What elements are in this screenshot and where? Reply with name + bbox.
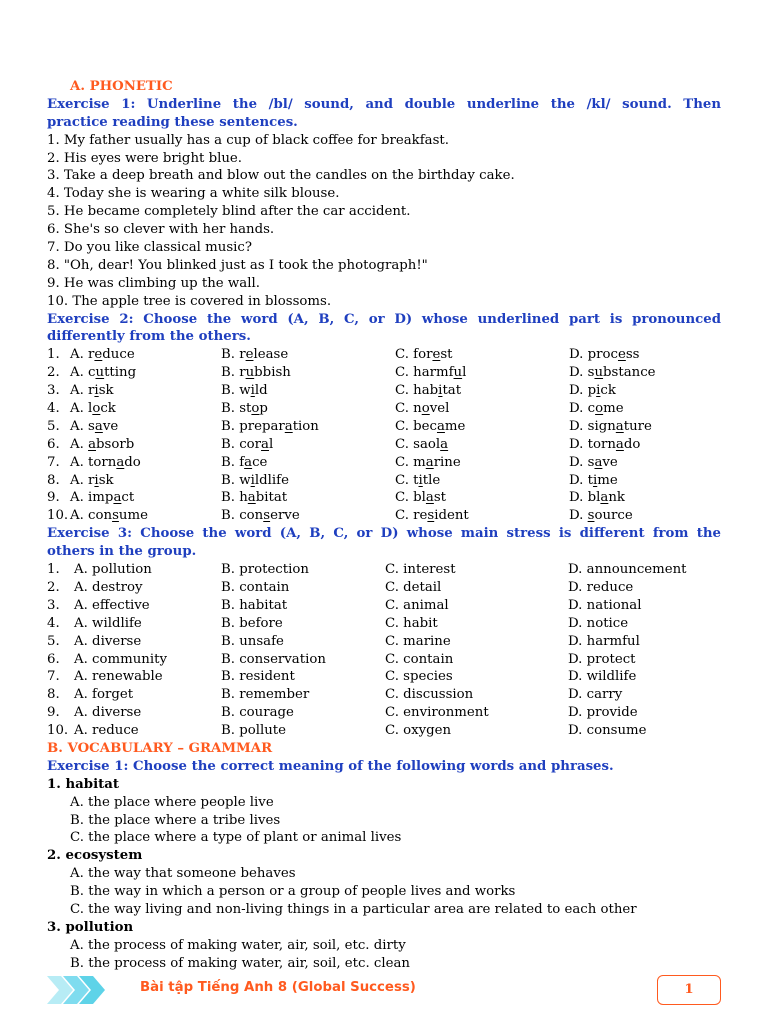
row-number: 2. — [47, 365, 60, 381]
option-d: D. come — [569, 401, 624, 417]
option-c: C. harmful — [395, 365, 467, 381]
underlined-letter: u — [95, 365, 105, 381]
underlined-letter: e — [94, 347, 103, 363]
exercise-2-row — [47, 382, 721, 400]
option-b: B. face — [221, 454, 268, 470]
exercise-2-row — [47, 472, 721, 490]
option-a: A. cutting — [70, 365, 137, 381]
exercise-2-row — [47, 507, 721, 525]
option-b: B. conserve — [221, 508, 300, 524]
option-c: C. saola — [395, 436, 449, 452]
option-d: D. tornado — [569, 436, 641, 452]
option-b: B. habitat — [221, 597, 288, 613]
option-b: B. courage — [221, 705, 294, 721]
exercise-2-row — [47, 364, 721, 382]
option-c: C. forest — [395, 347, 453, 363]
vocab-exercise-title: Exercise 1: Choose the correct meaning of the following words and phrases. — [47, 758, 614, 774]
meaning-option: C. the way living and non-living things in a particular area are related to each other — [70, 901, 637, 917]
option-b: B. wild — [221, 383, 268, 399]
row-number: 9. — [47, 490, 60, 506]
exercise-2-row — [47, 400, 721, 418]
option-b: B. wildlife — [221, 472, 289, 488]
underlined-letter: o — [251, 401, 260, 417]
option-b: B. remember — [221, 687, 310, 703]
meaning-option: A. the way that someone behaves — [70, 866, 296, 882]
underlined-letter: e — [432, 347, 441, 363]
row-number: 3. — [47, 383, 60, 399]
option-c: C. habitat — [395, 383, 462, 399]
exercise-3-row — [47, 633, 721, 651]
footer-title: Bài tập Tiếng Anh 8 (Global Success) — [140, 980, 416, 995]
option-c: C. habit — [385, 615, 438, 631]
option-b: B. conservation — [221, 651, 326, 667]
sentence: 10. The apple tree is covered in blossoms. — [47, 293, 332, 309]
sentence: 8. "Oh, dear! You blinked just as I took the photograph!" — [47, 257, 428, 273]
option-d: D. wildlife — [568, 669, 637, 685]
option-c: C. contain — [385, 651, 454, 667]
underlined-letter: i — [250, 383, 255, 399]
underlined-letter: a — [116, 454, 125, 470]
underlined-letter: i — [94, 383, 99, 399]
vocab-word: 3. pollution — [47, 919, 134, 935]
option-a: A. save — [70, 418, 119, 434]
underlined-letter: a — [244, 454, 253, 470]
option-b: B. preparation — [221, 418, 319, 434]
underlined-letter: o — [595, 401, 604, 417]
exercise-2-row — [47, 346, 721, 364]
vocab-word: 2. ecosystem — [47, 848, 143, 864]
exercise-2-row — [47, 454, 721, 472]
exercise-3-row — [47, 651, 721, 669]
option-a: A. wildlife — [74, 615, 142, 631]
row-number: 10. — [47, 508, 69, 524]
option-c: C. environment — [385, 705, 489, 721]
sentence: 1. My father usually has a cup of black coffee for breakfast. — [47, 132, 449, 148]
option-b: B. habitat — [221, 490, 288, 506]
exercise-1-sentences — [47, 132, 721, 311]
option-a: A. impact — [70, 490, 135, 506]
underlined-letter: i — [438, 383, 443, 399]
option-b: B. before — [221, 615, 283, 631]
option-d: D. carry — [568, 687, 623, 703]
page-number: 1 — [657, 975, 721, 1005]
option-c: C. resident — [395, 508, 469, 524]
meaning-option: B. the place where a tribe lives — [70, 812, 281, 828]
row-number: 1. — [47, 562, 60, 578]
exercise-1-title: Exercise 1: Underline the /bl/ sound, and double underline the /kl/ sound. Then practice reading these sentences. — [47, 96, 721, 130]
option-a: A. diverse — [74, 705, 142, 721]
option-a: A. diverse — [74, 633, 142, 649]
option-d: D. national — [568, 597, 642, 613]
underlined-letter: a — [594, 454, 603, 470]
underlined-letter: s — [587, 508, 595, 524]
option-c: C. marine — [395, 454, 461, 470]
option-a: A. destroy — [74, 579, 143, 595]
option-b: B. coral — [221, 436, 274, 452]
option-c: C. novel — [395, 401, 450, 417]
exercise-2-table — [47, 346, 721, 525]
option-c: C. animal — [385, 597, 449, 613]
underlined-letter: a — [615, 436, 624, 452]
option-c: C. blast — [395, 490, 447, 506]
row-number: 4. — [47, 615, 60, 631]
meaning-option: B. the way in which a person or a group of people lives and works — [70, 884, 516, 900]
row-number: 5. — [47, 633, 60, 649]
exercise-3-row — [47, 561, 721, 579]
underlined-letter: i — [418, 472, 423, 488]
option-c: C. interest — [385, 562, 456, 578]
sentence: 5. He became completely blind after the car accident. — [47, 204, 411, 220]
underlined-letter: i — [250, 472, 255, 488]
option-a: A. lock — [70, 401, 116, 417]
option-c: C. became — [395, 418, 466, 434]
option-d: D. consume — [568, 723, 647, 739]
page-footer — [0, 974, 768, 1014]
sentence: 4. Today she is wearing a white silk blouse. — [47, 186, 340, 202]
row-number: 4. — [47, 401, 60, 417]
row-number: 7. — [47, 454, 60, 470]
meaning-option: C. the place where a type of plant or animal lives — [70, 830, 402, 846]
option-d: D. announcement — [568, 562, 687, 578]
underlined-letter: a — [436, 418, 445, 434]
option-d: D. provide — [568, 705, 638, 721]
sentence: 9. He was climbing up the wall. — [47, 275, 260, 291]
underlined-letter: a — [88, 436, 96, 452]
option-a: A. risk — [70, 472, 114, 488]
option-d: D. save — [569, 454, 618, 470]
option-b: B. resident — [221, 669, 295, 685]
row-number: 3. — [47, 597, 60, 613]
underlined-letter: o — [92, 401, 101, 417]
row-number: 9. — [47, 705, 60, 721]
underlined-letter: o — [421, 401, 430, 417]
option-d: D. reduce — [568, 579, 634, 595]
underlined-letter: u — [594, 365, 604, 381]
exercise-3-row — [47, 615, 721, 633]
exercise-3-title: Exercise 3: Choose the word (A, B, C, or D) whose main stress is different from the others in the group. — [47, 526, 721, 560]
option-b: B. unsafe — [221, 633, 284, 649]
option-b: B. release — [221, 347, 289, 363]
exercise-2-row — [47, 436, 721, 454]
row-number: 8. — [47, 687, 60, 703]
option-d: D. signature — [569, 418, 652, 434]
vocab-word: 1. habitat — [47, 776, 120, 792]
option-b: B. protection — [221, 562, 309, 578]
underlined-letter: e — [617, 347, 626, 363]
option-a: A. tornado — [70, 454, 141, 470]
option-d: D. time — [569, 472, 618, 488]
option-c: C. title — [395, 472, 441, 488]
row-number: 5. — [47, 418, 60, 434]
exercise-3-row — [47, 686, 721, 704]
underlined-letter: i — [592, 472, 598, 488]
meaning-option: A. the process of making water, air, soil, etc. dirty — [70, 937, 406, 953]
vocab-items — [47, 776, 721, 973]
option-a: A. effective — [74, 597, 150, 613]
option-a: A. renewable — [74, 669, 163, 685]
underlined-letter: a — [600, 490, 609, 506]
option-d: D. blank — [569, 490, 625, 506]
option-c: C. oxygen — [385, 723, 452, 739]
chevron-arrows-icon — [47, 974, 109, 1006]
underlined-letter: a — [425, 490, 434, 506]
underlined-letter: a — [440, 436, 449, 452]
underlined-letter: a — [261, 436, 269, 452]
underlined-letter: s — [427, 508, 435, 524]
meaning-option: B. the process of making water, air, soil, etc. clean — [70, 955, 410, 971]
underlined-letter: u — [453, 365, 463, 381]
section-b-heading: B. VOCABULARY – GRAMMAR — [47, 740, 273, 756]
underlined-letter: u — [245, 365, 255, 381]
section-a-heading: A. PHONETIC — [70, 79, 173, 94]
option-c: C. detail — [385, 579, 442, 595]
underlined-letter: a — [247, 490, 256, 506]
option-d: D. notice — [568, 615, 629, 631]
exercise-3-row — [47, 722, 721, 740]
sentence: 3. Take a deep breath and blow out the candles on the birthday cake. — [47, 168, 515, 184]
underlined-letter: a — [113, 490, 122, 506]
option-a: A. risk — [70, 383, 114, 399]
option-d: D. process — [569, 347, 640, 363]
underlined-letter: s — [263, 508, 271, 524]
option-b: B. contain — [221, 579, 290, 595]
underlined-letter: a — [425, 454, 434, 470]
option-c: C. discussion — [385, 687, 474, 703]
exercise-3-row — [47, 597, 721, 615]
row-number: 1. — [47, 347, 60, 363]
row-number: 2. — [47, 579, 60, 595]
exercise-3-row — [47, 704, 721, 722]
option-a: A. pollution — [74, 562, 152, 578]
exercise-3-table — [47, 561, 721, 740]
underlined-letter: a — [284, 418, 293, 434]
document-page — [47, 78, 721, 973]
option-a: A. consume — [70, 508, 148, 524]
option-b: B. rubbish — [221, 365, 291, 381]
option-d: D. source — [569, 508, 633, 524]
option-d: D. protect — [568, 651, 636, 667]
row-number: 6. — [47, 436, 60, 452]
exercise-3-row — [47, 668, 721, 686]
underlined-letter: a — [94, 418, 103, 434]
option-a: A. reduce — [70, 347, 135, 363]
row-number: 6. — [47, 651, 60, 667]
option-a: A. reduce — [74, 723, 139, 739]
meaning-option: A. the place where people live — [70, 794, 274, 810]
underlined-letter: i — [94, 472, 99, 488]
underlined-letter: e — [245, 347, 254, 363]
underlined-letter: i — [596, 383, 601, 399]
sentence: 2. His eyes were bright blue. — [47, 150, 243, 166]
exercise-3-row — [47, 579, 721, 597]
exercise-2-title: Exercise 2: Choose the word (A, B, C, or D) whose underlined part is pronounced differently from the others. — [47, 311, 721, 345]
row-number: 7. — [47, 669, 60, 685]
option-c: C. species — [385, 669, 453, 685]
option-a: A. forget — [74, 687, 134, 703]
option-d: D. substance — [569, 365, 656, 381]
sentence: 6. She's so clever with her hands. — [47, 222, 275, 238]
row-number: 8. — [47, 472, 60, 488]
option-a: A. community — [74, 651, 167, 667]
exercise-2-row — [47, 418, 721, 436]
option-d: D. harmful — [568, 633, 640, 649]
option-b: B. stop — [221, 401, 268, 417]
exercise-2-row — [47, 489, 721, 507]
option-c: C. marine — [385, 633, 451, 649]
option-b: B. pollute — [221, 723, 287, 739]
option-a: A. absorb — [70, 436, 135, 452]
row-number: 10. — [47, 723, 69, 739]
underlined-letter: a — [615, 418, 624, 434]
sentence: 7. Do you like classical music? — [47, 240, 252, 256]
option-d: D. pick — [569, 383, 616, 399]
underlined-letter: s — [112, 508, 119, 524]
